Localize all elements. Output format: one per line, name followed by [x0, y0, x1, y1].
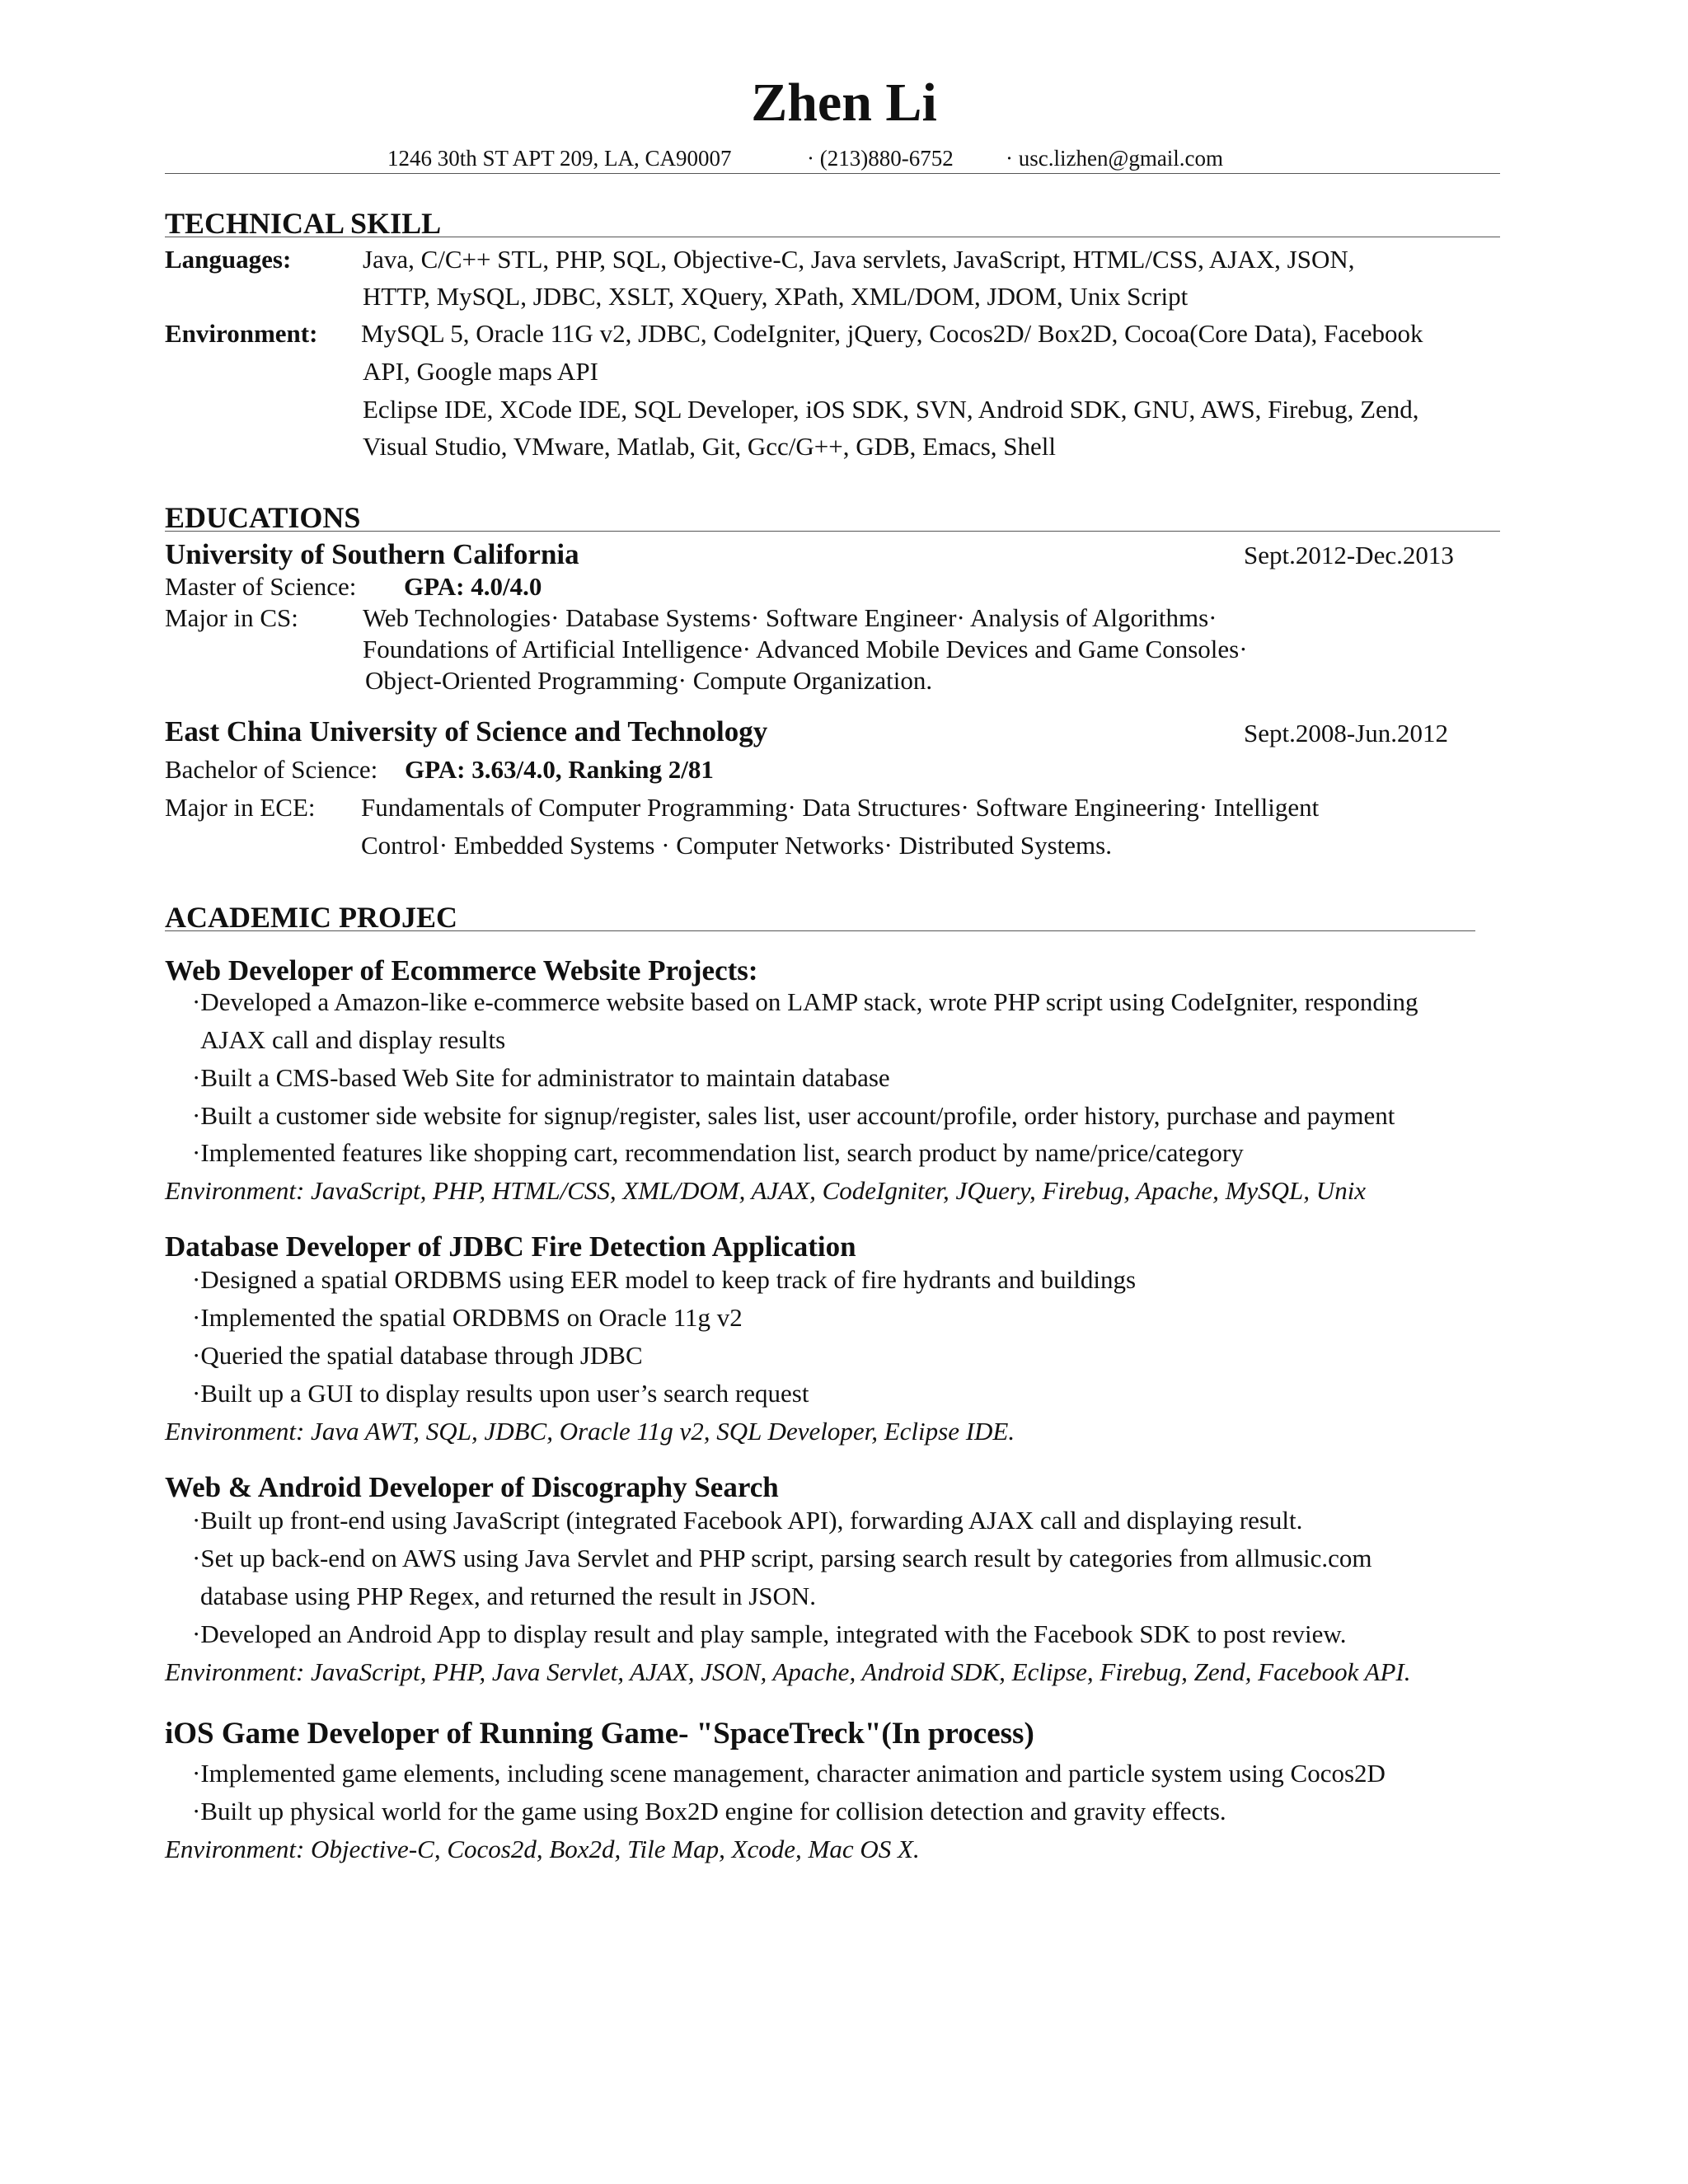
major-line-usc: Foundations of Artificial Intelligence· Advanced Mobile Devices and Game Consoles·: [363, 635, 1248, 663]
environment-line: Eclipse IDE, XCode IDE, SQL Developer, iOS SDK, SVN, Android SDK, GNU, AWS, Firebug, Zend,: [363, 395, 1419, 424]
project-bullet: ·Built up physical world for the game using Box2D engine for collision detection and gravity effects.: [192, 1797, 1226, 1825]
project-title: iOS Game Developer of Running Game- "SpaceTreck"(In process): [165, 1717, 1034, 1750]
project-bullet: ·Implemented features like shopping cart, recommendation list, search product by name/price/category: [192, 1138, 1244, 1167]
project-bullet: ·Designed a spatial ORDBMS using EER model to keep track of fire hydrants and buildings: [192, 1265, 1137, 1294]
section-heading-academic: ACADEMIC PROJEC: [165, 901, 457, 934]
resume-name: Zhen Li: [751, 73, 937, 133]
degree-label-usc: Master of Science:: [165, 572, 357, 601]
languages-line: Java, C/C++ STL, PHP, SQL, Objective-C, Java servlets, JavaScript, HTML/CSS, AJAX, JSON,: [363, 245, 1355, 274]
environment-line: MySQL 5, Oracle 11G v2, JDBC, CodeIgniter, jQuery, Cocos2D/ Box2D, Cocoa(Core Data), Facebook: [361, 319, 1423, 348]
project-bullet: ·Queried the spatial database through JDBC: [192, 1341, 643, 1370]
project-bullet: ·Set up back-end on AWS using Java Servlet and PHP script, parsing search result by categories from allmusic.com: [192, 1544, 1372, 1572]
school-name-ecust: East China University of Science and Technology: [165, 715, 768, 748]
project-bullet: ·Developed an Android App to display result and play sample, integrated with the Facebook SDK to post review.: [192, 1619, 1347, 1648]
major-line-ecust: Control· Embedded Systems · Computer Networks· Distributed Systems.: [361, 831, 1112, 860]
gpa-ecust: GPA: 3.63/4.0, Ranking 2/81: [405, 755, 714, 784]
project-title: Database Developer of JDBC Fire Detection Application: [165, 1230, 856, 1263]
major-label-usc: Major in CS:: [165, 603, 298, 632]
project-bullet: AJAX call and display results: [200, 1025, 506, 1054]
environment-line: API, Google maps API: [363, 357, 598, 386]
contact-phone: · (213)880-6752: [807, 146, 954, 171]
project-bullet: ·Built a CMS-based Web Site for administrator to maintain database: [192, 1063, 890, 1092]
project-bullet: ·Implemented the spatial ORDBMS on Oracle 11g v2: [192, 1303, 743, 1332]
environment-label: Environment:: [165, 319, 318, 348]
school-name-usc: University of Southern California: [165, 538, 579, 570]
environment-line: Visual Studio, VMware, Matlab, Git, Gcc/G++, GDB, Emacs, Shell: [363, 432, 1057, 461]
project-title: Web & Android Developer of Discography Search: [165, 1471, 779, 1503]
school-dates-ecust: Sept.2008-Jun.2012: [1244, 719, 1448, 748]
major-line-usc: Web Technologies· Database Systems· Software Engineer· Analysis of Algorithms·: [363, 603, 1217, 632]
educations-divider: [165, 531, 1500, 532]
project-bullet: ·Implemented game elements, including scene management, character animation and particle system using Cocos2D: [192, 1759, 1386, 1788]
project-title: Web Developer of Ecommerce Website Projects:: [165, 954, 758, 987]
languages-line: HTTP, MySQL, JDBC, XSLT, XQuery, XPath, XML/DOM, JDOM, Unix Script: [363, 282, 1189, 311]
project-bullet: ·Built up front-end using JavaScript (integrated Facebook API), forwarding AJAX call and displaying result.: [192, 1506, 1303, 1535]
school-dates-usc: Sept.2012-Dec.2013: [1244, 541, 1454, 569]
contact-email[interactable]: · usc.lizhen@gmail.com: [1006, 146, 1224, 171]
project-bullet: ·Built a customer side website for signup/register, sales list, user account/profile, order history, purchase and payment: [192, 1101, 1395, 1130]
header-divider: [165, 173, 1500, 174]
project-environment: Environment: Objective-C, Cocos2d, Box2d, Tile Map, Xcode, Mac OS X.: [165, 1835, 920, 1863]
degree-label-ecust: Bachelor of Science:: [165, 755, 378, 784]
languages-label: Languages:: [165, 245, 292, 274]
major-line-usc: Object-Oriented Programming· Compute Organization.: [365, 666, 933, 695]
project-bullet: ·Built up a GUI to display results upon user’s search request: [192, 1379, 809, 1408]
project-bullet: database using PHP Regex, and returned the result in JSON.: [200, 1582, 817, 1610]
section-heading-educations: EDUCATIONS: [165, 501, 361, 534]
section-heading-technical-skill: TECHNICAL SKILL: [165, 207, 442, 240]
contact-address: 1246 30th ST APT 209, LA, CA90007: [387, 146, 732, 171]
academic-divider: [165, 930, 1475, 931]
project-environment: Environment: JavaScript, PHP, HTML/CSS, XML/DOM, AJAX, CodeIgniter, JQuery, Firebug, Apache, MySQL, Unix: [165, 1176, 1367, 1205]
major-line-ecust: Fundamentals of Computer Programming· Data Structures· Software Engineering· Intelligent: [361, 793, 1320, 822]
gpa-usc: GPA: 4.0/4.0: [404, 572, 542, 601]
project-environment: Environment: Java AWT, SQL, JDBC, Oracle 11g v2, SQL Developer, Eclipse IDE.: [165, 1417, 1015, 1446]
project-environment: Environment: JavaScript, PHP, Java Servlet, AJAX, JSON, Apache, Android SDK, Eclipse, Firebug, Zend, Facebook API.: [165, 1657, 1411, 1686]
major-label-ecust: Major in ECE:: [165, 793, 316, 822]
project-bullet: ·Developed a Amazon-like e-commerce website based on LAMP stack, wrote PHP script using CodeIgniter, responding: [192, 987, 1418, 1016]
